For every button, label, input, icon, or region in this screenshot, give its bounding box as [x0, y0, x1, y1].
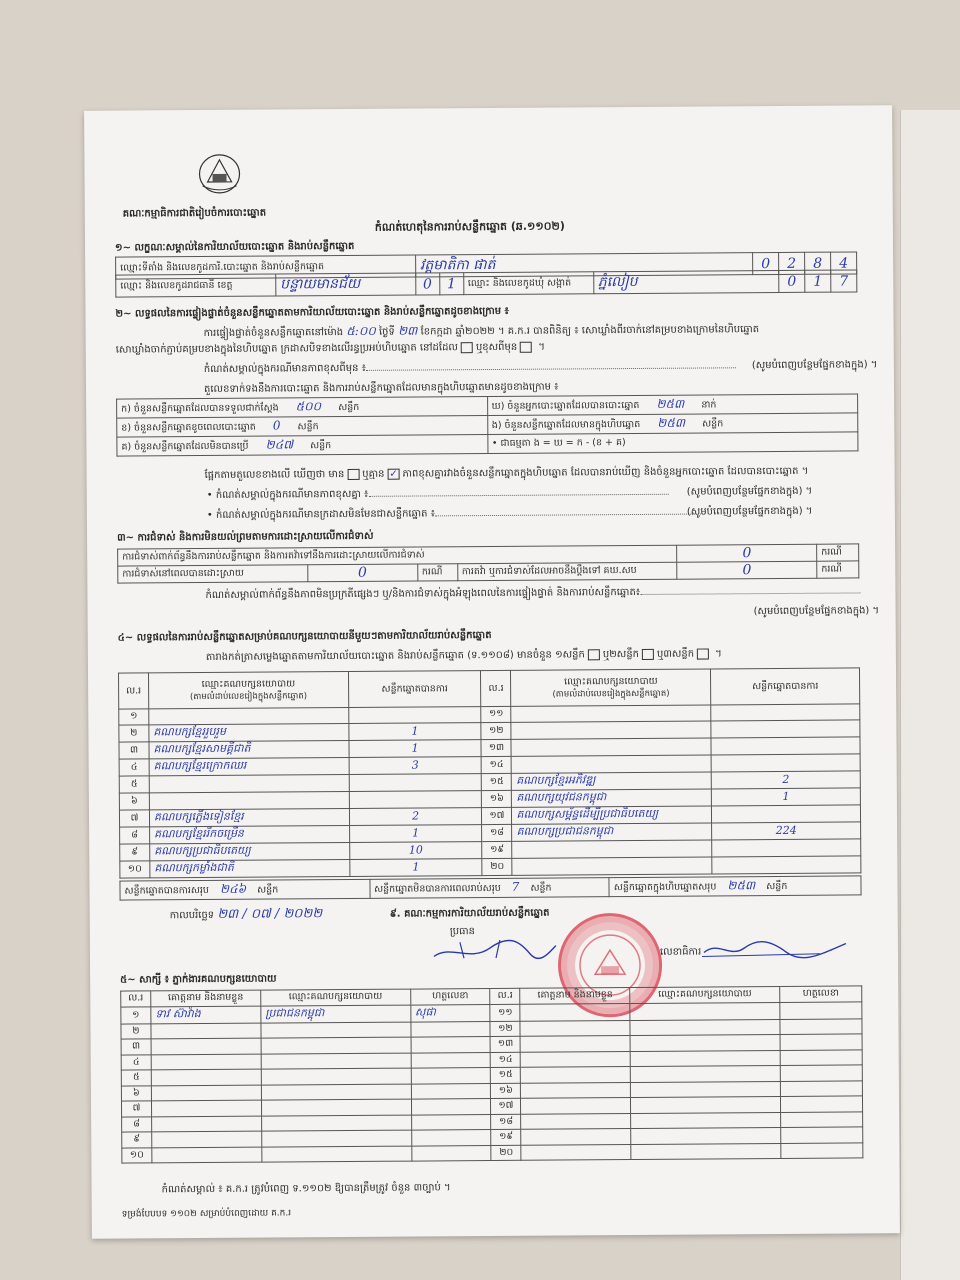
table-cell — [411, 1052, 491, 1068]
col-no: ល.រ — [121, 991, 151, 1007]
table-cell: ១៤ — [482, 756, 512, 773]
table-cell — [411, 1068, 491, 1084]
table-cell: ១៦ — [482, 790, 512, 807]
table-cell: ៨ — [120, 826, 150, 843]
table-cell — [780, 1001, 862, 1019]
footnote: កំណត់សម្គាល់ ៖ គ.ក.រ ត្រូវបំពេញ ទ.១១០២ ឱ្យបានត្រឹមត្រូវ ចំនួន ៣ច្បាប់ ។ — [161, 1182, 451, 1196]
table-cell: គណបក្សប្រជាជនកម្ពុជា — [512, 822, 712, 840]
table-cell: ១៨ — [491, 1114, 521, 1130]
table-cell: គណបក្សខ្មែរអភិវឌ្ឍ — [512, 771, 712, 789]
table-cell: គណបក្សខ្មែររីកចម្រើន — [150, 825, 350, 843]
form-footer: ទម្រង់បែបបទ ១១០២ សម្រាប់បំពេញដោយ គ.ក.រ — [121, 1208, 292, 1220]
appeal-value: 0 — [677, 561, 817, 579]
table-cell — [261, 1115, 411, 1132]
table-cell: គណបក្សខ្មែររួបរួម — [149, 723, 349, 741]
resolved-unit: ករណី — [417, 564, 457, 581]
appeal-unit: ករណី — [817, 561, 859, 578]
province-value: បន្ទាយមានជ័យ — [276, 273, 416, 296]
table-cell: ១២ — [481, 722, 511, 739]
table-cell: ១៧ — [491, 1098, 521, 1114]
station-code-digit: 8 — [805, 252, 831, 274]
table-cell — [521, 1051, 631, 1067]
table-cell — [149, 774, 349, 792]
table-cell: 1 — [349, 739, 482, 757]
three-sheet-checkbox[interactable] — [697, 648, 709, 659]
table-cell — [151, 1085, 261, 1101]
table-cell — [411, 1114, 491, 1130]
appeal-label: ការតវ៉ា ឬការជំទាស់ដែលអាចនឹងប្តឹងទៅ គឃ.សប — [457, 562, 677, 581]
table-cell: ១៩ — [491, 1129, 521, 1145]
table-cell: 2 — [349, 807, 482, 825]
total-invalid: សន្លឹកឆ្នោតមិនបានការពេលរាប់សរុប 7 សន្លឹក — [370, 878, 610, 899]
table-cell: ២០ — [482, 858, 512, 875]
table-cell — [631, 1143, 781, 1160]
difference-note-hint: (សូមបំពេញបន្ថែមផ្នែកខាងក្នុង) ។ — [751, 359, 878, 372]
table-cell: ៣ — [121, 1039, 151, 1055]
commune-label: ឈ្មោះ និងលេខកូដឃុំ សង្កាត់ — [463, 272, 593, 295]
section-1-table-row2 — [115, 269, 857, 297]
resolved-value: 0 — [308, 564, 418, 582]
table-cell — [712, 838, 861, 856]
chair-signature — [430, 934, 560, 965]
table-cell: 3 — [349, 756, 482, 774]
table-cell — [411, 1130, 491, 1146]
two-sheet-checkbox[interactable] — [642, 648, 654, 659]
table-cell: ១ — [121, 1006, 151, 1023]
table-cell: 1 — [349, 722, 482, 740]
irregularities-hint: (សូមបំពេញបន្ថែមផ្នែកខាងក្នុង) ។ — [753, 605, 880, 618]
table-cell — [781, 1142, 863, 1158]
table-cell: ៤ — [121, 1054, 151, 1070]
section-3-heading: ៣~ ការជំទាស់ និងការមិនយល់ព្រមតាមការដោះស្រាយលើការជំទាស់ — [117, 530, 374, 544]
objection-count-label: ការជំទាស់ពាក់ព័ន្ធនឹងការរាប់សន្លឹកឆ្នោត និងការតវ៉ាទៅនឹងការដោះស្រាយលើការជំទាស់ — [118, 545, 677, 566]
table-cell: 2 — [711, 770, 860, 788]
table-cell: 10 — [349, 841, 482, 859]
has-difference-checkbox[interactable] — [347, 468, 359, 479]
figures-intro: តួលេខទាក់ទងនឹងការបោះឆ្នោត និងការរាប់សន្លឹកឆ្នោតដែលមានក្នុងហិបឆ្នោតមានដូចខាងក្រោម ៖ — [203, 381, 559, 396]
table-cell — [261, 1022, 411, 1039]
col-party: ឈ្មោះគណបក្សនយោបាយ — [261, 989, 411, 1006]
table-cell — [411, 1083, 491, 1099]
table-cell: ៥ — [119, 775, 149, 792]
table-cell: ១៤ — [491, 1052, 521, 1068]
table-cell — [630, 1019, 780, 1036]
table-cell — [631, 1096, 781, 1113]
difference-bullet-hint: (សូមបំពេញបន្ថែមផ្នែកខាងក្នុង) ។ — [686, 485, 813, 498]
table-cell — [149, 708, 349, 725]
table-cell: គណបក្សសម្ព័ន្ធដើម្បីប្រជាធិបតេយ្យ — [512, 805, 712, 823]
table-cell: គណបក្សខ្មែរសាមគ្គីជាតិ — [149, 740, 349, 758]
col-votes: សន្លឹកឆ្នោតបានការ — [348, 671, 481, 708]
table-cell — [152, 1131, 262, 1147]
table-cell — [520, 1003, 630, 1021]
table-cell — [781, 1096, 863, 1112]
col-party: ឈ្មោះគណបក្សនយោបាយ (តាមលំដាប់លេខរៀងក្នុងសន្លឹកឆ្នោត) — [511, 669, 711, 706]
table-cell: ៤ — [119, 758, 149, 775]
commune-code-digit: 0 — [779, 270, 805, 292]
table-cell — [780, 1065, 862, 1081]
one-sheet-checkbox[interactable] — [588, 649, 600, 660]
table-cell: ១៩ — [482, 841, 512, 858]
table-cell — [520, 1020, 630, 1036]
col-no: ល.រ — [118, 673, 148, 709]
table-cell — [711, 736, 860, 754]
total-valid: សន្លឹកឆ្នោតបានការសរុប ២៤៦ សន្លឹក — [120, 879, 370, 900]
resolved-label: ការជំទាស់នៅពេលបានដោះស្រាយ — [118, 565, 308, 583]
table-cell — [512, 839, 712, 857]
table-cell — [411, 1021, 491, 1037]
commune-value: ភ្នំលៀប — [593, 270, 779, 293]
table-cell: 1 — [349, 858, 482, 876]
seal-check-line: សោឃ្លាំងចាក់ភ្ជាប់គម្របខាងក្នុងនៃហិបឆ្នោត ក្រដាសបិទខាងលើរន្ធប្រអប់ហិបឆ្នោត នៅដដែល ឬខុសពីមុន ។ — [115, 341, 546, 356]
table-cell: ៦ — [121, 1085, 151, 1101]
table-cell — [631, 1112, 781, 1129]
table-cell: ២ — [121, 1023, 151, 1039]
table-cell: សុផា — [410, 1004, 490, 1022]
col-signature: ហត្ថលេខា — [410, 989, 490, 1005]
commune-code-digit: 1 — [805, 270, 831, 292]
same-checkbox[interactable] — [461, 342, 473, 353]
totals-table — [119, 875, 861, 900]
tally-sheet-line: តារាងកត់ត្រាសម្លេងឆ្នោតតាមការិយាល័យបោះឆ្នោត និងរាប់សន្លឹកឆ្នោត (ទ.១១០៨) មានចំនួន ១សន្លឹក ឬ២សន្លឹក ឬ៣សន្លឹក ។ — [205, 648, 722, 663]
table-cell: គណបក្សភ្លើងទៀនខ្មែរ — [149, 808, 349, 826]
non-ballot-bullet: • កំណត់សម្គាល់ក្នុងករណីមានក្រដាសមិនមែនជាសន្លឹកឆ្នោត ៖ — [207, 505, 705, 523]
background-page-edge — [900, 110, 960, 1280]
polling-station-value: វត្តមាតិកា ផាត់ — [415, 253, 752, 277]
table-cell: គណបក្សប្រជាធិបតេយ្យ — [150, 842, 350, 860]
table-cell: 1 — [349, 824, 482, 842]
table-cell — [511, 737, 711, 755]
non-ballot-bullet-hint: (សូមបំពេញបន្ថែមផ្នែកខាងក្នុង) ។ — [686, 505, 813, 518]
table-cell — [511, 720, 711, 738]
table-cell: ៨ — [122, 1116, 152, 1132]
nec-emblem-icon — [196, 152, 242, 196]
table-cell: ទាវ ស៊ាវ៉ាង — [151, 1006, 261, 1024]
table-cell: ៥ — [121, 1070, 151, 1086]
station-code-digit: 4 — [831, 252, 857, 274]
table-cell — [261, 1053, 411, 1070]
table-cell — [149, 791, 349, 809]
table-cell: គណបក្សកម្លាំងជាតិ — [150, 859, 350, 877]
section-4-heading: ៤~ លទ្ធផលនៃការរាប់សន្លឹកឆ្នោតសម្រាប់គណបក្សនយោបាយនីមួយៗតាមការិយាល័យរាប់សន្លឹកឆ្នោត — [117, 630, 492, 644]
table-cell — [152, 1147, 262, 1163]
table-cell — [712, 804, 861, 822]
col-signature: ហត្ថលេខា — [780, 986, 862, 1002]
committee-label: ៩. គណៈកម្មការការិយាល័យរាប់សន្លឹកឆ្នោត — [389, 907, 550, 920]
difference-note: កំណត់សម្គាល់ក្នុងករណីមានភាពខុសពីមុន ៖ — [204, 358, 736, 377]
difference-bullet: • កំណត់សម្គាល់ក្នុងករណីមានភាពខុសគ្នា ៖ — [207, 485, 669, 503]
section-5-heading: ៥~ សាក្សី ៖ ភ្នាក់ងារគណបក្សនយោបាយ — [120, 973, 277, 986]
check-time-line: ការផ្ទៀងផ្ទាត់ចំនួនសន្លឹកឆ្នោតនៅម៉ោង ៥:០០ ថ្ងៃទី ២៣ ខែកក្កដា ឆ្នាំ២០២២ ។ គ.ក.រ បានពិនិត្យ ៖ សោឃ្លាំងពីរចាក់នៅគម្របខាងក្រោមនៃហិបឆ្នោត — [203, 323, 760, 340]
table-cell: ១០ — [120, 860, 150, 877]
witness-table — [120, 985, 863, 1163]
party-results-table — [118, 667, 861, 878]
document-page — [84, 105, 900, 1239]
col-name: គោត្តនាម និងនាមខ្លួន — [151, 990, 261, 1006]
table-cell — [780, 1018, 862, 1034]
table-cell: ១៣ — [491, 1036, 521, 1052]
table-cell: ១ — [119, 709, 149, 725]
total-in-box: សន្លឹកឆ្នោតក្នុងហិបឆ្នោតសរុប ២៥៣ សន្លឹក — [609, 876, 861, 897]
table-cell — [711, 704, 860, 721]
table-cell — [512, 856, 712, 874]
secretary-signature — [700, 936, 850, 963]
table-cell: ៣ — [119, 741, 149, 758]
section-2-heading: ២~ លទ្ធផលនៃការផ្ទៀងផ្ទាត់ចំនួនសន្លឹកឆ្នោតតាមការិយាល័យបោះឆ្នោត និងរាប់សន្លឹកឆ្នោតដូចខាងក្រោម ៖ — [115, 305, 509, 320]
objections-table — [117, 543, 859, 583]
col-party: ឈ្មោះគណបក្សនយោបាយ — [630, 986, 780, 1003]
col-no: ល.រ — [481, 670, 511, 706]
table-cell — [511, 705, 711, 722]
table-cell — [520, 1036, 630, 1052]
objection-count-value: 0 — [677, 544, 817, 562]
col-name: គោត្តនាម និងនាមខ្លួន — [520, 988, 630, 1004]
table-cell — [151, 1038, 261, 1054]
different-checkbox[interactable] — [520, 341, 532, 352]
station-code-digit: 0 — [753, 252, 779, 274]
table-cell — [712, 855, 861, 873]
commune-code-digit: 7 — [831, 270, 857, 292]
ballot-figures-table — [116, 393, 858, 456]
table-cell: ១១ — [481, 706, 511, 722]
table-cell: គណបក្សយុវជនកម្ពុជា — [512, 788, 712, 806]
table-cell — [631, 1127, 781, 1144]
polling-station-label: ឈ្មោះទីតាំង និងលេខកូដការិ.បោះឆ្នោត និងរាប់សន្លឹកឆ្នោត — [116, 255, 416, 279]
table-cell — [521, 1113, 631, 1129]
figures-row: គ) ចំនួនសន្លឹកឆ្នោតដែលមិនបានប្រើ ២៤៧ សន្លឹក • ជាធម្មតា ង = ឃ = ក - (ខ + គ) — [117, 432, 858, 456]
table-cell — [780, 1034, 862, 1050]
table-cell — [261, 1037, 411, 1054]
figures-row: ខ) ចំនួនសន្លឹកឆ្នោតខូចពេលបោះឆ្នោត 0 សន្លឹក ង) ចំនួនសន្លឹកឆ្នោតដែលមានក្នុងហិបឆ្នោត ២៥៣ សន្លឹក — [117, 413, 858, 437]
table-cell — [411, 1037, 491, 1053]
table-cell: ១២ — [490, 1021, 520, 1037]
date-line: កាលបរិច្ឆេទ ២៣ / ០៧ / ២០២២ — [169, 906, 323, 922]
table-cell: ប្រជាជនកម្ពុជា — [261, 1005, 411, 1023]
table-cell — [348, 707, 481, 723]
section-1-heading: ១~ លក្ខណៈសម្គាល់នៃការិយាល័យបោះឆ្នោត និងរាប់សន្លឹកឆ្នោត — [114, 240, 355, 254]
table-cell — [151, 1023, 261, 1039]
table-cell — [711, 719, 860, 737]
table-cell — [261, 1099, 411, 1116]
table-cell: ១១ — [490, 1004, 520, 1021]
table-cell — [152, 1116, 262, 1132]
table-cell — [631, 1081, 781, 1098]
table-cell — [261, 1068, 411, 1085]
station-code-digit: 2 — [779, 252, 805, 274]
table-cell: ១៨ — [482, 824, 512, 841]
province-code-digit: 0 — [415, 273, 439, 295]
secretary-label: លេខាធិការ — [659, 946, 702, 958]
table-cell: ១៥ — [482, 773, 512, 790]
table-cell — [262, 1130, 412, 1147]
org-name: គណៈកម្មាធិការជាតិរៀបចំការបោះឆ្នោត — [122, 207, 267, 220]
table-cell — [780, 1080, 862, 1096]
col-no: ល.រ — [490, 988, 520, 1004]
table-cell: ៧ — [119, 809, 149, 826]
table-cell — [151, 1054, 261, 1070]
table-cell — [261, 1084, 411, 1101]
table-cell: ៩ — [122, 1132, 152, 1148]
table-cell: ១៥ — [491, 1067, 521, 1083]
table-cell — [521, 1144, 631, 1160]
table-cell — [521, 1067, 631, 1083]
col-votes: សន្លឹកឆ្នោតបានការ — [711, 668, 860, 705]
table-cell: ១០ — [122, 1147, 152, 1163]
table-cell — [411, 1099, 491, 1115]
table-cell — [711, 753, 860, 771]
table-cell: ២ — [119, 724, 149, 741]
table-cell — [349, 773, 482, 791]
table-cell — [521, 1082, 631, 1098]
col-party: ឈ្មោះគណបក្សនយោបាយ (តាមលំដាប់លេខរៀងក្នុងសន្លឹកឆ្នោត) — [148, 672, 348, 709]
table-cell — [151, 1069, 261, 1085]
table-cell — [630, 1034, 780, 1051]
table-cell — [411, 1145, 491, 1161]
figures-row: ក) ចំនួនសន្លឹកឆ្នោតដែលបានទទួលជាក់ស្តែង ៥០០ សន្លឹក ឃ) ចំនួនអ្នកបោះឆ្នោតដែលបានបោះឆ្នោត ២៥៣ នាក់ — [117, 394, 858, 418]
province-label: ឈ្មោះ និងលេខកូដរាជធានី ខេត្ត — [116, 274, 276, 297]
table-cell: ៩ — [120, 843, 150, 860]
table-cell — [781, 1111, 863, 1127]
table-cell — [512, 754, 712, 772]
table-cell — [780, 1049, 862, 1065]
table-cell: ១៧ — [482, 807, 512, 824]
table-cell — [521, 1098, 631, 1114]
table-cell: ២០ — [491, 1145, 521, 1161]
table-cell — [521, 1129, 631, 1145]
chair-label: ប្រធាន — [449, 926, 476, 938]
no-difference-checkbox[interactable]: ✓ — [389, 468, 398, 480]
table-cell — [262, 1146, 412, 1163]
table-cell — [630, 1002, 780, 1020]
table-cell: គណបក្សខ្មែរក្រោកឈរ — [149, 757, 349, 775]
form-title: កំណត់ហេតុនៃការរាប់សន្លឹកឆ្នោត (ឆ.១១០២) — [374, 219, 565, 234]
irregularities-note: កំណត់សម្គាល់ពាក់ព័ន្ធនឹងភាពមិនប្រក្រតីផ្សេងៗ ឬ/និងការជំទាស់ក្នុងអំឡុងពេលនៃការផ្ទៀងផ្ទាត់ និងការរាប់សន្លឹកឆ្នោត៖ — [205, 583, 860, 603]
table-cell: 1 — [712, 787, 861, 805]
province-code-digit: 1 — [439, 273, 463, 295]
table-cell: ៧ — [121, 1101, 151, 1117]
table-cell — [151, 1100, 261, 1116]
table-cell: ១៦ — [491, 1083, 521, 1099]
table-cell: ១៣ — [481, 739, 511, 756]
objection-count-unit: ករណី — [817, 544, 859, 561]
table-cell — [631, 1065, 781, 1082]
table-cell — [349, 790, 482, 808]
table-cell — [781, 1127, 863, 1143]
discrepancy-line: ផ្អែកតាមតួលេខខាងលើ ឃើញថា មាន ឬគ្មាន ✓ ភាពខុសគ្នារវាងចំនួនសន្លឹកឆ្នោតក្នុងហិបឆ្នោត ដែលបានរាប់ឃើញ និងចំនួនអ្នកបោះឆ្នោត ដែលបានបោះឆ្នោត ។ — [204, 465, 809, 482]
table-cell: ៦ — [119, 792, 149, 809]
table-cell: 224 — [712, 821, 861, 839]
table-cell — [630, 1050, 780, 1067]
